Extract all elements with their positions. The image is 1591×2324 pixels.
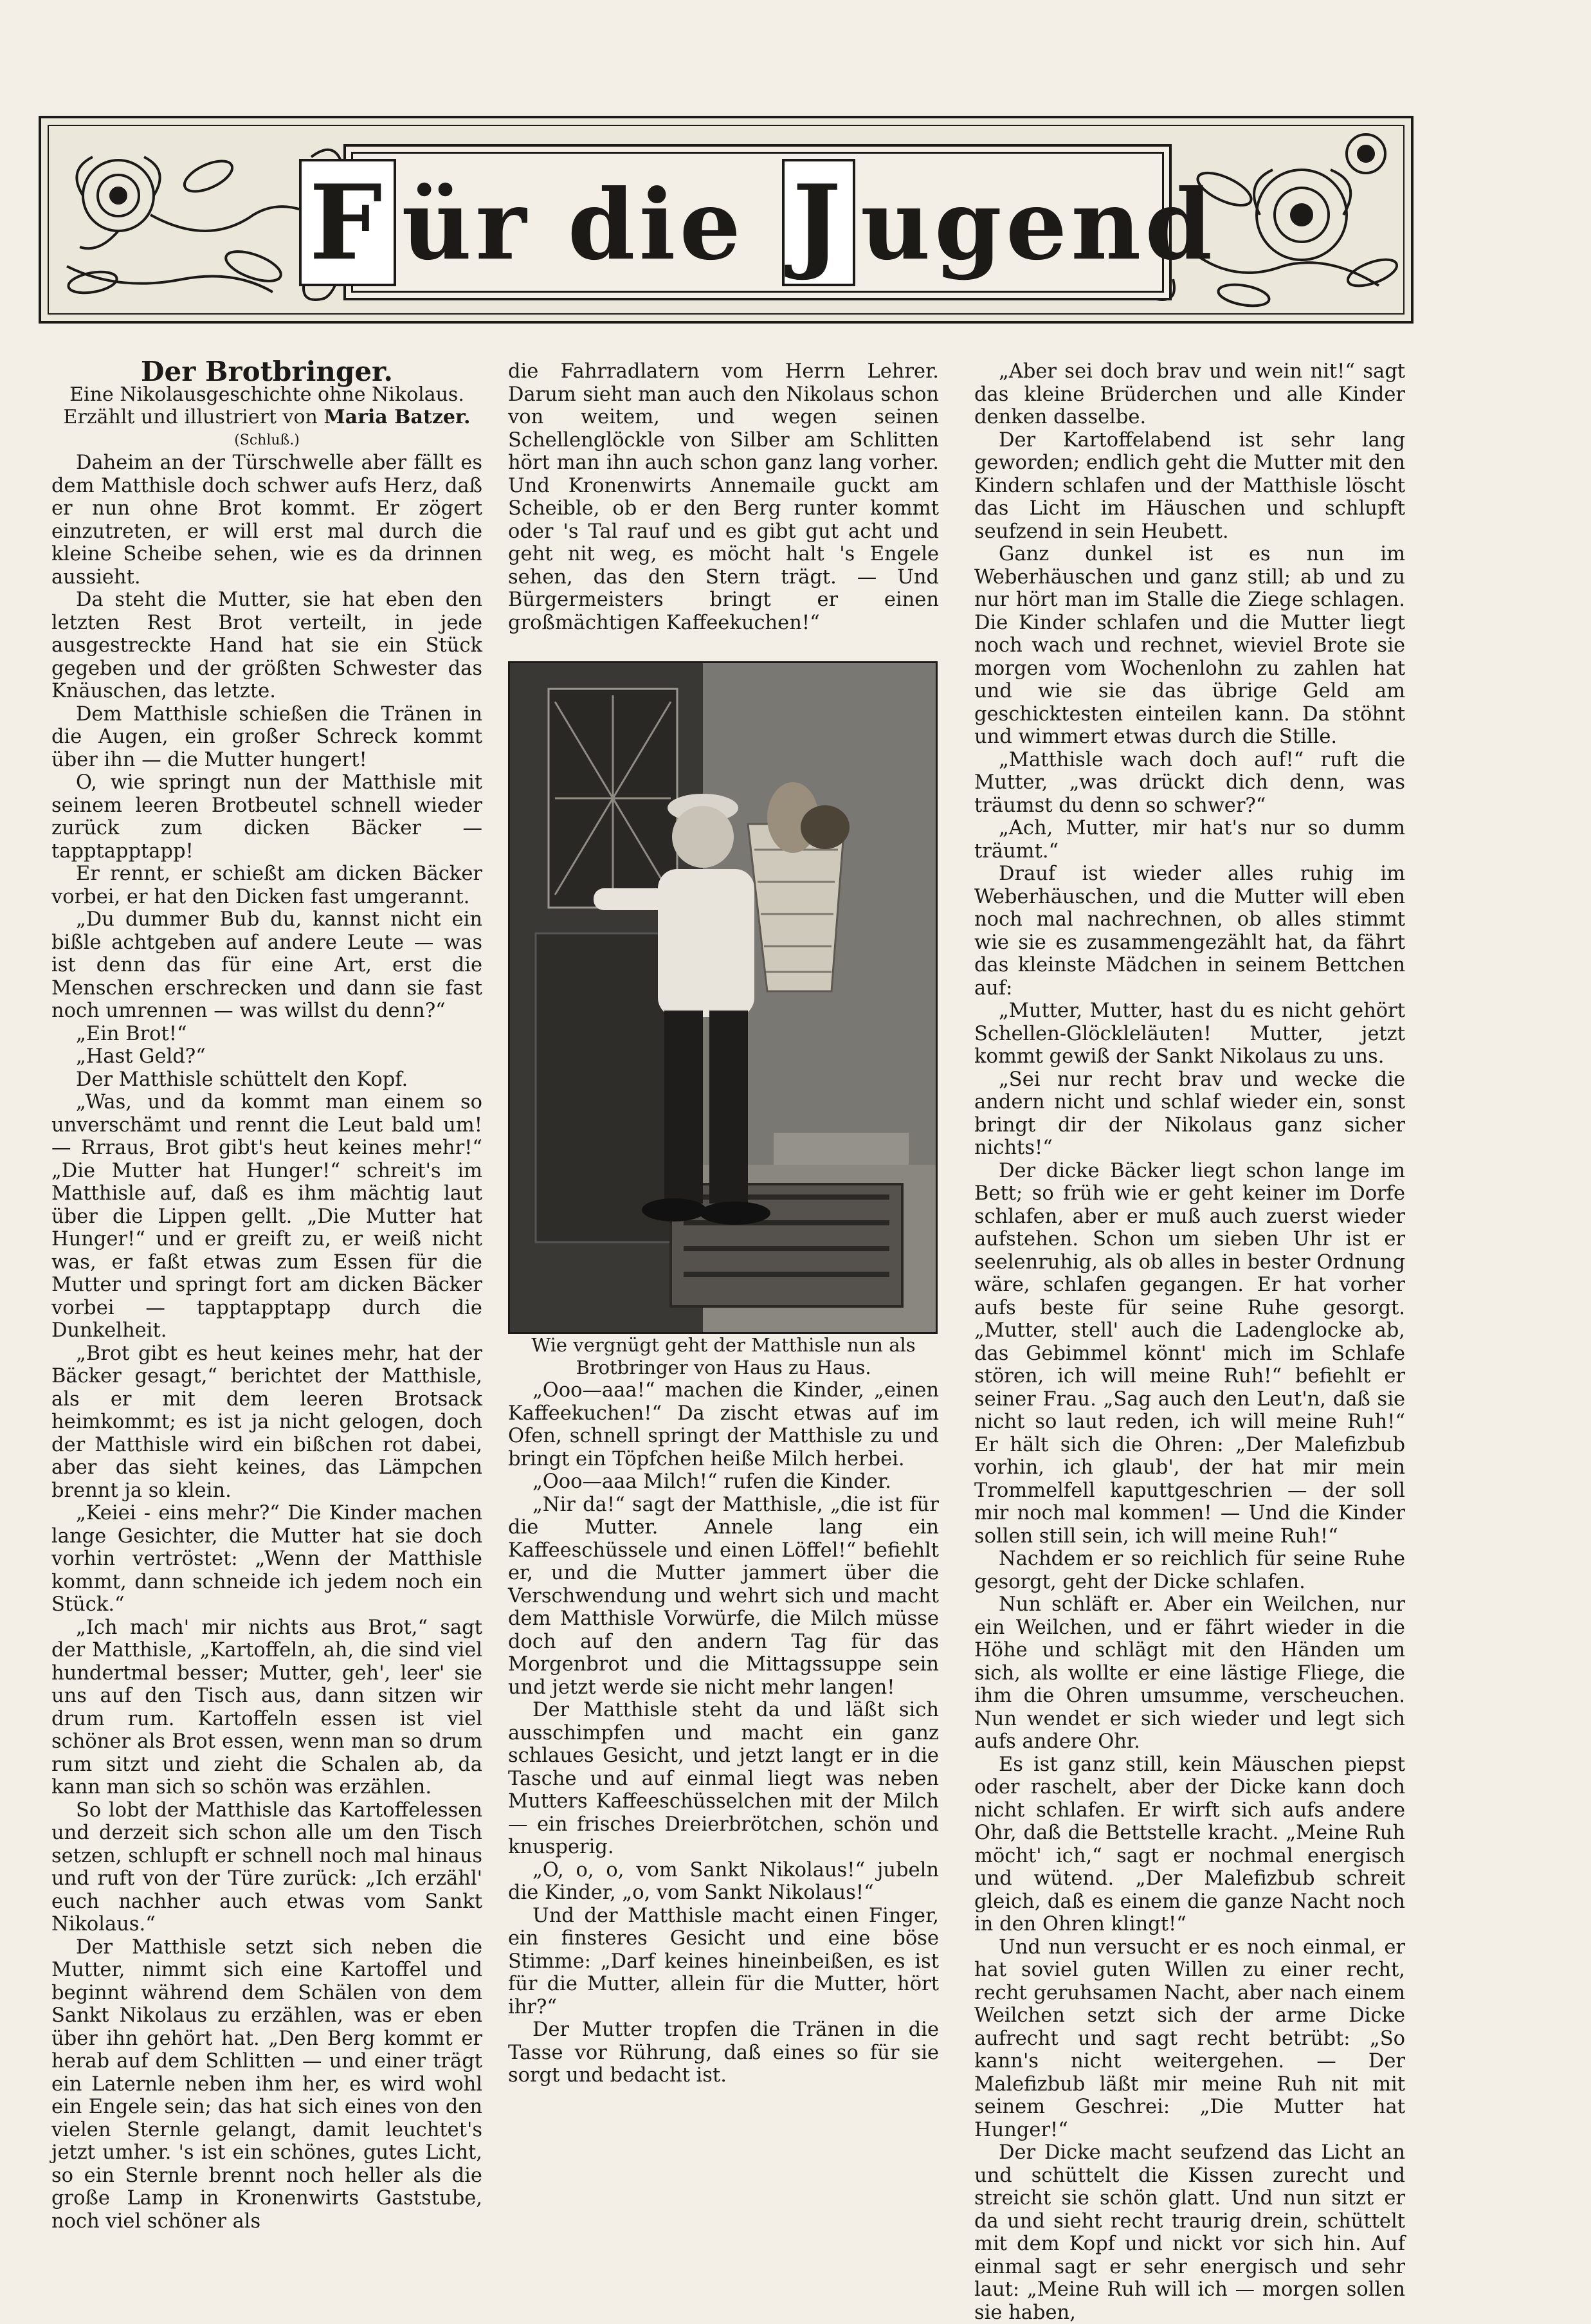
column-3-body: [974, 360, 1405, 2324]
paragraph: Ganz dunkel ist es nun im Weberhäuschen und ganz still; ab und zu nur hört man im Stalle die Ziege schlagen. Die Kinder schlafen und die Mutter liegt noch wach und rechnet, wieviel Brote sie morgen vom Wochenlohn zu zahlen hat und wie sie das übrige Geld am geschicktesten einteilen kann. Da stöhnt und wimmert etwas durch die Stille.: [974, 543, 1405, 748]
paragraph: „Matthisle wach doch auf!“ ruft die Mutter, „was drückt dich denn, was träumst du denn so schwer?“: [974, 748, 1405, 817]
paragraph: Drauf ist wieder alles ruhig im Weberhäuschen, und die Mutter will eben noch mal nachrechnen, ob alles stimmt wie sie es zusammengezählt hat, da fährt das kleinste Mädchen in seinem Bettchen auf:: [974, 863, 1405, 1000]
paragraph: Der Matthisle setzt sich neben die Mutter, nimmt sich eine Kartoffel und beginnt während dem Schälen von dem Sankt Nikolaus zu erzählen, was er eben über ihn gehört hat. „Den Berg kommt er herab auf dem Schlitten — und einer trägt ein Laternle neben ihm her, es wird wohl ein Engele sein; das hat sich eines von den vielen Sternle gelangt, damit leuchtet's jetzt umher. 's ist ein schönes, gutes Licht, so ein Sternle brennt noch heller als die große Lamp in Kronenwirts Gaststube, noch viel schöner als: [51, 1935, 482, 2233]
paragraph: „Aber sei doch brav und wein nit!“ sagt das kleine Brüderchen und alle Kinder denken dasselbe.: [974, 360, 1405, 428]
column-3: [974, 360, 1405, 2324]
paragraph: „Was, und da kommt man einem so unverschämt und rennt die Leut bald um! — Rrraus, Brot gibt's heut keines mehr!“ „Die Mutter hat Hunger!“ schreit's im Matthisle auf, daß es ihm mächtig laut über die Lippen gellt. „Die Mutter hat Hunger!“ und er greift zu, er weiß nicht was, er faßt etwas zum Essen für die Mutter und springt fort am dicken Bäcker vorbei — tapptapptapp durch die Dunkelheit.: [51, 1091, 482, 1342]
column-2: [508, 360, 939, 2087]
paragraph: Der Matthisle schüttelt den Kopf.: [76, 1068, 408, 1091]
paragraph: „Hast Geld?“: [76, 1045, 206, 1068]
article-subtitle: Eine Nikolausgeschichte ohne Nikolaus.: [69, 383, 464, 406]
column-1-body: [51, 452, 482, 2233]
paragraph: „Du dummer Bub du, kannst nicht ein bißle achtgeben auf andere Leute — was ist denn das für eine Art, erst die Menschen erschrecken und dann sie fast noch umrennen — was willst du denn?“: [51, 908, 482, 1022]
photo-caption: Wie vergnügt geht der Matthisle nun als Brotbringer von Haus zu Haus.: [531, 1334, 916, 1378]
paragraph: „Mutter, Mutter, hast du es nicht gehört Schellen-Glöckleläuten! Mutter, jetzt kommt gewiß der Sankt Nikolaus zu uns.: [974, 1000, 1405, 1068]
paragraph: Daheim an der Türschwelle aber fällt es dem Matthisle doch schwer aufs Herz, daß er nun ohne Brot kommt. Er zögert einzutreten, er will erst mal durch die kleine Scheibe sehen, wie es da drinnen aussieht.: [51, 452, 482, 589]
paragraph: „Ein Brot!“: [76, 1022, 187, 1045]
paragraph: Der dicke Bäcker liegt schon lange im Bett; so früh wie er geht keiner im Dorfe schlafen, aber er muß auch zuerst wieder aufstehen. Schon um sieben Uhr ist er seelenruhig, als ob alles in bester Ordnung wäre, schlafen gegangen. Er hat vorher aufs beste für seine Ruhe gesorgt. „Mutter, stell' auch die Ladenglocke ab, das Gebimmel könnt' mich im Schlafe stören, ich will meine Ruh!“ befiehlt er seiner Frau. „Sag auch den Leut'n, daß sie nicht so laut reden, ich will meine Ruh!“ Er hält sich die Ohren: „Der Malefizbub vorhin, ich glaub', der hat mir mein Trommelfell kaputtgeschrien — der soll mir noch mal kommen! — Und die Kinder sollen still sein, ich will meine Ruh!“: [974, 1159, 1405, 1548]
paragraph: Der Mutter tropfen die Tränen in die Tasse vor Rührung, daß eines so für sie sorgt und bedacht ist.: [508, 2018, 939, 2087]
paragraph: Nun schläft er. Aber ein Weilchen, nur ein Weilchen, und er fährt wieder in die Höhe und schlägt mit den Händen um sich, als wollte er eine lästige Fliege, die ihm die Ohren umsumme, verscheuchen. Nun wendet er sich wieder und legt sich aufs andere Ohr.: [974, 1593, 1405, 1753]
column-1: [51, 356, 482, 2233]
paragraph: „Brot gibt es heut keines mehr, hat der Bäcker gesagt,“ berichtet der Matthisle, als er mit dem leeren Brotsack heimkommt; es ist ja nicht gelogen, doch der Matthisle wird ein bißchen rot dabei, aber das sieht keines, das Lämpchen brennt ja so klein.: [51, 1342, 482, 1502]
paragraph: die Fahrradlatern vom Herrn Lehrer. Darum sieht man auch den Nikolaus schon von weitem, und wegen seinen Schellenglöckle von Silber am Schlitten hört man ihn auch schon ganz lang vorher. Und Kronenwirts Annemaile guckt am Scheible, ob er den Berg runter kommt oder 's Tal rauf und es gibt gut acht und geht nit weg, es möcht halt 's Engele sehen, das den Stern trägt. — Und Bürgermeisters bringt er einen großmächtigen Kaffeekuchen!“: [508, 360, 939, 634]
column-2-bottom: [508, 1379, 939, 2087]
paragraph: „Ach, Mutter, mir hat's nur so dumm träumt.“: [974, 817, 1405, 863]
paragraph: Der Matthisle steht da und läßt sich ausschimpfen und macht ein ganz schlaues Gesicht, und jetzt langt er in die Tasche und auf einmal liegt was neben Mutters Kaffeeschüsselchen mit der Milch — ein frisches Dreierbrötchen, schön und knusperig.: [508, 1699, 939, 1858]
photo-brotbringer: [508, 661, 938, 1334]
paragraph: Dem Matthisle schießen die Tränen in die Augen, ein großer Schreck kommt über ihn — die Mutter hungert!: [51, 702, 482, 771]
paragraph: Nachdem er so reichlich für seine Ruhe gesorgt, geht der Dicke schlafen.: [974, 1548, 1405, 1593]
paragraph: „Ooo—aaa!“ machen die Kinder, „einen Kaffeekuchen!“ Da zischt etwas auf im Ofen, schnell springt der Matthisle zu und bringt ein Töpfchen heiße Milch herbei.: [508, 1379, 939, 1470]
paragraph: Der Dicke macht seufzend das Licht an und schüttelt die Kissen zurecht und streicht sie schön glatt. Und nun sitzt er da und sieht recht traurig drein, schüttelt mit dem Kopf und nickt vor sich hin. Auf einmal sagt er sehr energisch und sehr laut: „Meine Ruh will ich — morgen sollen sie haben,: [974, 2141, 1405, 2324]
paragraph: O, wie springt nun der Matthisle mit seinem leeren Brotbeutel schnell wieder zurück zum dicken Bäcker — tapptapptapp!: [51, 771, 482, 863]
article-byline: Erzählt und illustriert von Maria Batzer.: [63, 406, 471, 428]
paragraph: „Ich mach' mir nichts aus Brot,“ sagt der Matthisle, „Kartoffeln, ah, die sind viel hundertmal besser; Mutter, geh', leer' sie uns auf den Tisch aus, dann sitzen wir drum rum. Kartoffeln essen ist viel schöner als Brot essen, wenn man so drum rum sitzt und zieht die Schalen ab, da kann man sich so schön was erzählen.: [51, 1616, 482, 1798]
paragraph: „O, o, o, vom Sankt Nikolaus!“ jubeln die Kinder, „o, vom Sankt Nikolaus!“: [508, 1858, 939, 1904]
masthead-initial-f: F: [299, 159, 397, 286]
paragraph: Es ist ganz still, kein Mäuschen piepst oder raschelt, aber der Dicke kann doch nicht schlafen. Er wirft sich aufs andere Ohr, daß die Bettstelle kracht. „Meine Ruh möcht' ich,“ sagt er nochmal energisch und wütend. „Der Malefizbub schreit gleich, daß es einem die ganze Nacht noch in den Ohren klingt!“: [974, 1753, 1405, 1935]
paragraph: Und der Matthisle macht einen Finger, ein finsteres Gesicht und eine böse Stimme: „Darf keines hineinbeißen, es ist für die Mutter, allein für die Mutter, hört ihr?“: [508, 1904, 939, 2018]
paragraph: Er rennt, er schießt am dicken Bäcker vorbei, er hat den Dicken fast umgerannt.: [51, 863, 482, 908]
boy-at-door-photo-icon: [510, 663, 936, 1332]
masthead: [39, 116, 1414, 324]
paragraph: „Keiei - eins mehr?“ Die Kinder machen lange Gesichter, die Mutter hat sie doch vorhin vertröstet: „Wenn der Matthisle kommt, dann schneide ich jedem noch ein Stück.“: [51, 1502, 482, 1616]
column-2-top: [508, 360, 939, 634]
masthead-banner: [309, 144, 1217, 300]
paragraph: So lobt der Matthisle das Kartoffelessen und derzeit sich schon alle um den Tisch setzen, schlupft er schnell noch mal hinaus und ruft von der Türe zurück: „Ich erzähl' euch nachher auch etwas vom Sankt Nikolaus.“: [51, 1798, 482, 1935]
masthead-title: F ür die J ugend: [299, 159, 1216, 286]
paragraph: „Ooo—aaa Milch!“ rufen die Kinder.: [532, 1470, 891, 1493]
paragraph: Da steht die Mutter, sie hat eben den letzten Rest Brot verteilt, in jede ausgestreckte Hand hat sie ein Stück gegeben und der größten Schwester das Knäuschen, das letzte.: [51, 589, 482, 702]
paragraph: Der Kartoffelabend ist sehr lang geworden; endlich geht die Mutter mit den Kindern schlafen und der Matthisle löscht das Licht im Häuschen und schlupft seufzend in sein Heubett.: [974, 428, 1405, 543]
paragraph: „Sei nur recht brav und wecke die andern nicht und schlaf wieder ein, sonst bringt dir der Nikolaus ganz sicher nichts!“: [974, 1068, 1405, 1159]
paragraph: „Nir da!“ sagt der Matthisle, „die ist für die Mutter. Annele lang ein Kaffeeschüssele und einen Löffel!“ befiehlt er, und die Mutter jammert über die Verschwendung und wehrt sich und macht dem Matthisle Vorwürfe, die Milch müsse doch auf den andern Tag für das Morgenbrot und die Mittagssuppe sein und jetzt werde sie nicht mehr langen!: [508, 1493, 939, 1699]
paragraph: Und nun versucht er es noch einmal, er hat soviel guten Willen zu einer recht, recht geruhsamen Nacht, aber nach einem Weilchen setzt sich der arme Dicke aufrecht und sagt recht betrübt: „So kann's nicht weitergehen. — Der Malefizbub läßt mir meine Ruh nit mit seinem Geschrei: „Die Mutter hat Hunger!“: [974, 1935, 1405, 2141]
author-name: Maria Batzer.: [323, 406, 471, 428]
masthead-initial-j: J: [782, 159, 855, 286]
article-title: Der Brotbringer.: [141, 356, 393, 387]
continuation-note: (Schluß.): [234, 432, 300, 448]
